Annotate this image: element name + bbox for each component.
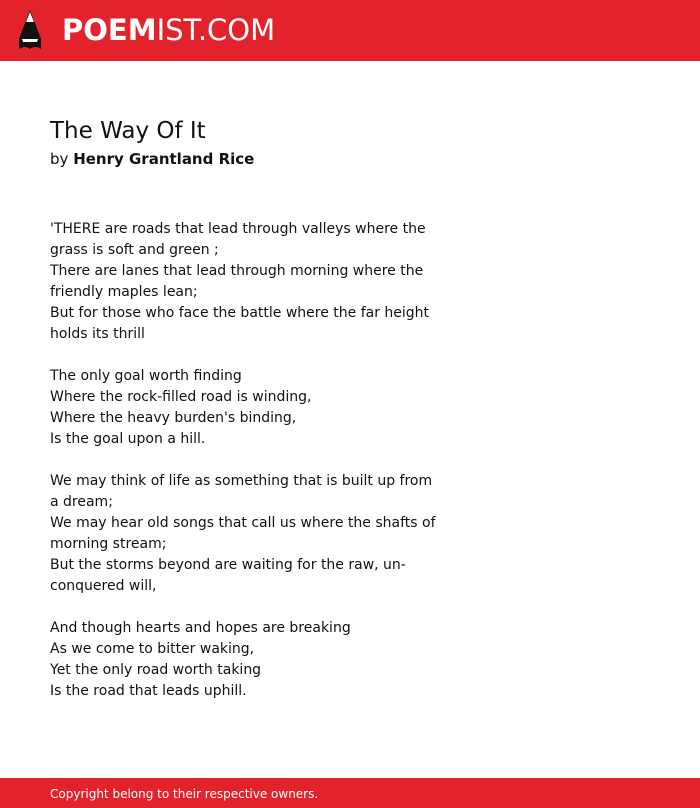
poem-line: And though hearts and hopes are breaking [50, 620, 351, 636]
poem-line: We may hear old songs that call us where the shafts of morning stream; [50, 515, 436, 552]
poem-line: Where the heavy burden's binding, [50, 410, 297, 426]
poem-author: Henry Grantland Rice [73, 150, 255, 168]
stanza [50, 366, 440, 450]
poem-line: Is the road that leads uphill. [50, 683, 247, 699]
logo-text-bold: POEM [62, 13, 157, 47]
poem-title: The Way Of It [50, 118, 206, 144]
byline [50, 148, 254, 170]
logo-text-light: IST.COM [156, 13, 276, 47]
poem-line: As we come to bitter waking, [50, 641, 255, 657]
footer-bar [0, 778, 700, 808]
poem-line: Yet the only road worth taking [50, 662, 262, 678]
poem-line: Is the goal upon a hill. [50, 431, 206, 447]
pencil-logo-icon[interactable] [17, 9, 43, 51]
poem-line: We may think of life as something that is built up from a dream; [50, 473, 433, 510]
poem-body [50, 219, 440, 723]
stanza [50, 618, 440, 702]
top-bar [0, 0, 700, 61]
site-logo[interactable] [62, 12, 275, 48]
poem-line: 'THERE are roads that lead through valleys where the grass is soft and green ; [50, 221, 426, 258]
poem-line: But for those who face the battle where the far height holds its thrill [50, 305, 430, 342]
poem-line: There are lanes that lead through morning where the friendly maples lean; [50, 263, 424, 300]
poem-line: The only goal worth finding [50, 368, 242, 384]
copyright-text: Copyright belong to their respective owners. [50, 787, 319, 801]
byline-prefix: by [50, 150, 69, 168]
stanza [50, 219, 440, 345]
poem-line: Where the rock-filled road is winding, [50, 389, 312, 405]
poem-line: But the storms beyond are waiting for the raw, un-conquered will, [50, 557, 406, 594]
stanza [50, 471, 440, 597]
